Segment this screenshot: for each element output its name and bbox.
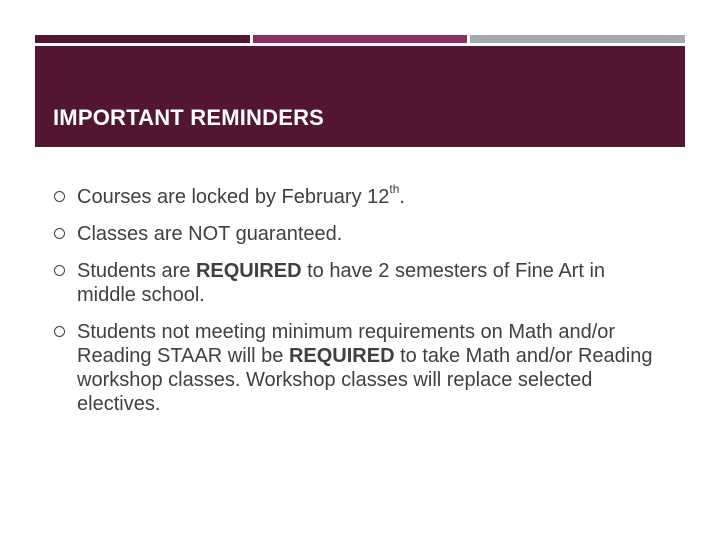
bullet-fine-art — [54, 259, 654, 307]
title-band — [35, 46, 685, 147]
circle-bullet-icon — [54, 191, 65, 202]
bullet-emphasis: REQUIRED — [195, 260, 302, 282]
bullet-not-guaranteed — [54, 222, 654, 246]
ordinal-suffix: th — [389, 182, 400, 197]
bullet-punct: . — [399, 186, 405, 208]
slide-title: IMPORTANT REMINDERS — [53, 105, 325, 130]
bullet-text: Courses are locked by February 12 — [77, 186, 390, 208]
reminder-list — [54, 182, 654, 429]
bullet-text: Classes are NOT guaranteed. — [77, 223, 343, 245]
bullet-locked-date — [54, 182, 654, 209]
circle-bullet-icon — [54, 265, 65, 276]
bullet-emphasis: REQUIRED — [288, 345, 395, 367]
accent-bar-gray — [470, 35, 685, 43]
accent-bar-dark — [35, 35, 250, 43]
circle-bullet-icon — [54, 326, 65, 337]
bullet-staar-workshop — [54, 320, 654, 416]
accent-bar-mid — [253, 35, 467, 43]
bullet-text-pre: Students are — [77, 260, 196, 282]
bullet-text-pre: Students not meeting minimum requirements on Math and/or Reading STAAR will be — [77, 321, 616, 367]
bullet-text-post: to take Math and/or Reading workshop classes. Workshop classes will replace selected electives. — [77, 345, 653, 415]
circle-bullet-icon — [54, 228, 65, 239]
bullet-text-post: to have 2 semesters of Fine Art in middle school. — [77, 260, 606, 306]
